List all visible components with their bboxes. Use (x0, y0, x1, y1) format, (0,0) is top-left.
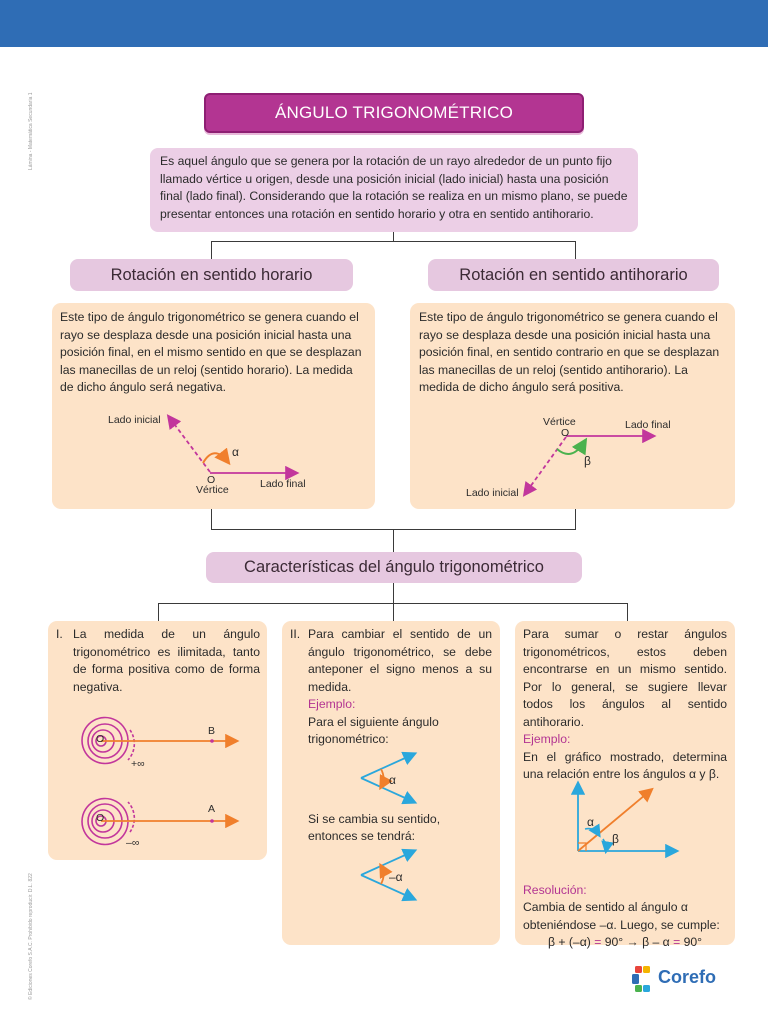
label-point-b: B (208, 725, 216, 737)
label-alpha: α (232, 445, 239, 459)
example-intro: Para el siguiente ángulo trigonométrico: (308, 714, 439, 746)
label-beta: β (584, 454, 591, 468)
numeral-1: I. (56, 627, 63, 641)
equation-part: 90° (680, 935, 703, 949)
label-lado-final-2: Lado final (625, 419, 671, 431)
equals-sign: = (594, 935, 602, 949)
label-beta-2: β (612, 832, 619, 846)
label-point-a: A (208, 803, 216, 815)
numeral-2: II. (290, 627, 301, 641)
label-spiral-o-2: O (96, 812, 105, 824)
label-vertex-o-2: O (561, 427, 570, 439)
label-minus-infinity: –∞ (126, 837, 140, 849)
label-vertice-2: Vértice (543, 416, 576, 428)
label-lado-inicial-2: Lado inicial (466, 487, 519, 499)
characteristic-2-text: Para cambiar el sentido de un ángulo trigonométrico, se debe anteponer el signo menos a su medida. (308, 627, 492, 694)
label-neg-alpha: –α (389, 870, 403, 884)
label-vertex-o: O (207, 474, 216, 486)
heading-antihorario: Rotación en sentido antihorario (428, 259, 719, 291)
equation-part: β + (–α) (547, 935, 595, 949)
resolution-text: Cambia de sentido al ángulo α obteniéndose –α. Luego, se cumple: (523, 900, 720, 932)
page-title: ÁNGULO TRIGONOMÉTRICO (204, 93, 584, 133)
equation-part: 90° → β – α (601, 935, 674, 949)
label-lado-inicial: Lado inicial (108, 414, 161, 426)
corefo-logo-text: Corefo (658, 967, 716, 987)
ejemplo-label-2: Ejemplo: (523, 732, 571, 746)
resolucion-label: Resolución: (523, 882, 587, 897)
equals-sign: = (673, 935, 681, 949)
horario-text: Este tipo de ángulo trigonométrico se genera cuando el rayo se desplaza desde una posición inicial hasta una posición final, en el mismo sentido en que se desplazan las manecillas de un reloj (sentido horario). La medida de dicho ángulo será negativa. (60, 310, 362, 394)
ejemplo-label: Ejemplo: (308, 697, 356, 711)
label-lado-final: Lado final (260, 478, 306, 490)
characteristic-3-text: Para sumar o restar ángulos trigonométricos, estos deben encontrarse en un mismo sentido. Por lo general, se sugiere llevar todos los ángulos al sentido antihorario. (523, 627, 727, 729)
label-spiral-o-1: O (96, 733, 105, 745)
definition-text: Es aquel ángulo que se genera por la rotación de un rayo alrededor de un punto fijo llamado vértice u origen, desde una posición inicial (lado inicial) hasta una posición final (lado final). Considerando que la rotación se realiza en un mismo plano, se puede presentar entonces una rotación en sentido horario y otra en sentido antihorario. (150, 148, 638, 232)
heading-horario: Rotación en sentido horario (70, 259, 353, 291)
label-alpha-2: α (389, 773, 396, 787)
heading-caracteristicas: Características del ángulo trigonométrico (206, 552, 582, 583)
copyright-caption: © Ediciones Corefo S.A.C. Prohibido reproducir. D.L. 822 (28, 873, 34, 1000)
label-plus-infinity: +∞ (131, 758, 145, 770)
label-alpha-3: α (587, 815, 594, 829)
antihorario-text: Este tipo de ángulo trigonométrico se genera cuando el rayo se desplaza desde una posición inicial hasta una posición final, en sentido contrario en que se desplazan las manecillas de un reloj (sentido antihorario). La medida de dicho ángulo será positiva. (419, 310, 720, 394)
characteristic-1-text: La medida de un ángulo trigonométrico es ilimitada, tanto de forma positiva como de forma negativa. (73, 627, 260, 694)
example-question: En el gráfico mostrado, determina una relación entre los ángulos α y β. (523, 749, 727, 781)
side-caption: Lámina - Matemática Secundaria 1 (28, 92, 34, 170)
change-direction-text: Si se cambia su sentido, entonces se tendrá: (308, 811, 441, 843)
label-vertice: Vértice (196, 484, 229, 496)
corefo-logo-icon (632, 966, 654, 992)
